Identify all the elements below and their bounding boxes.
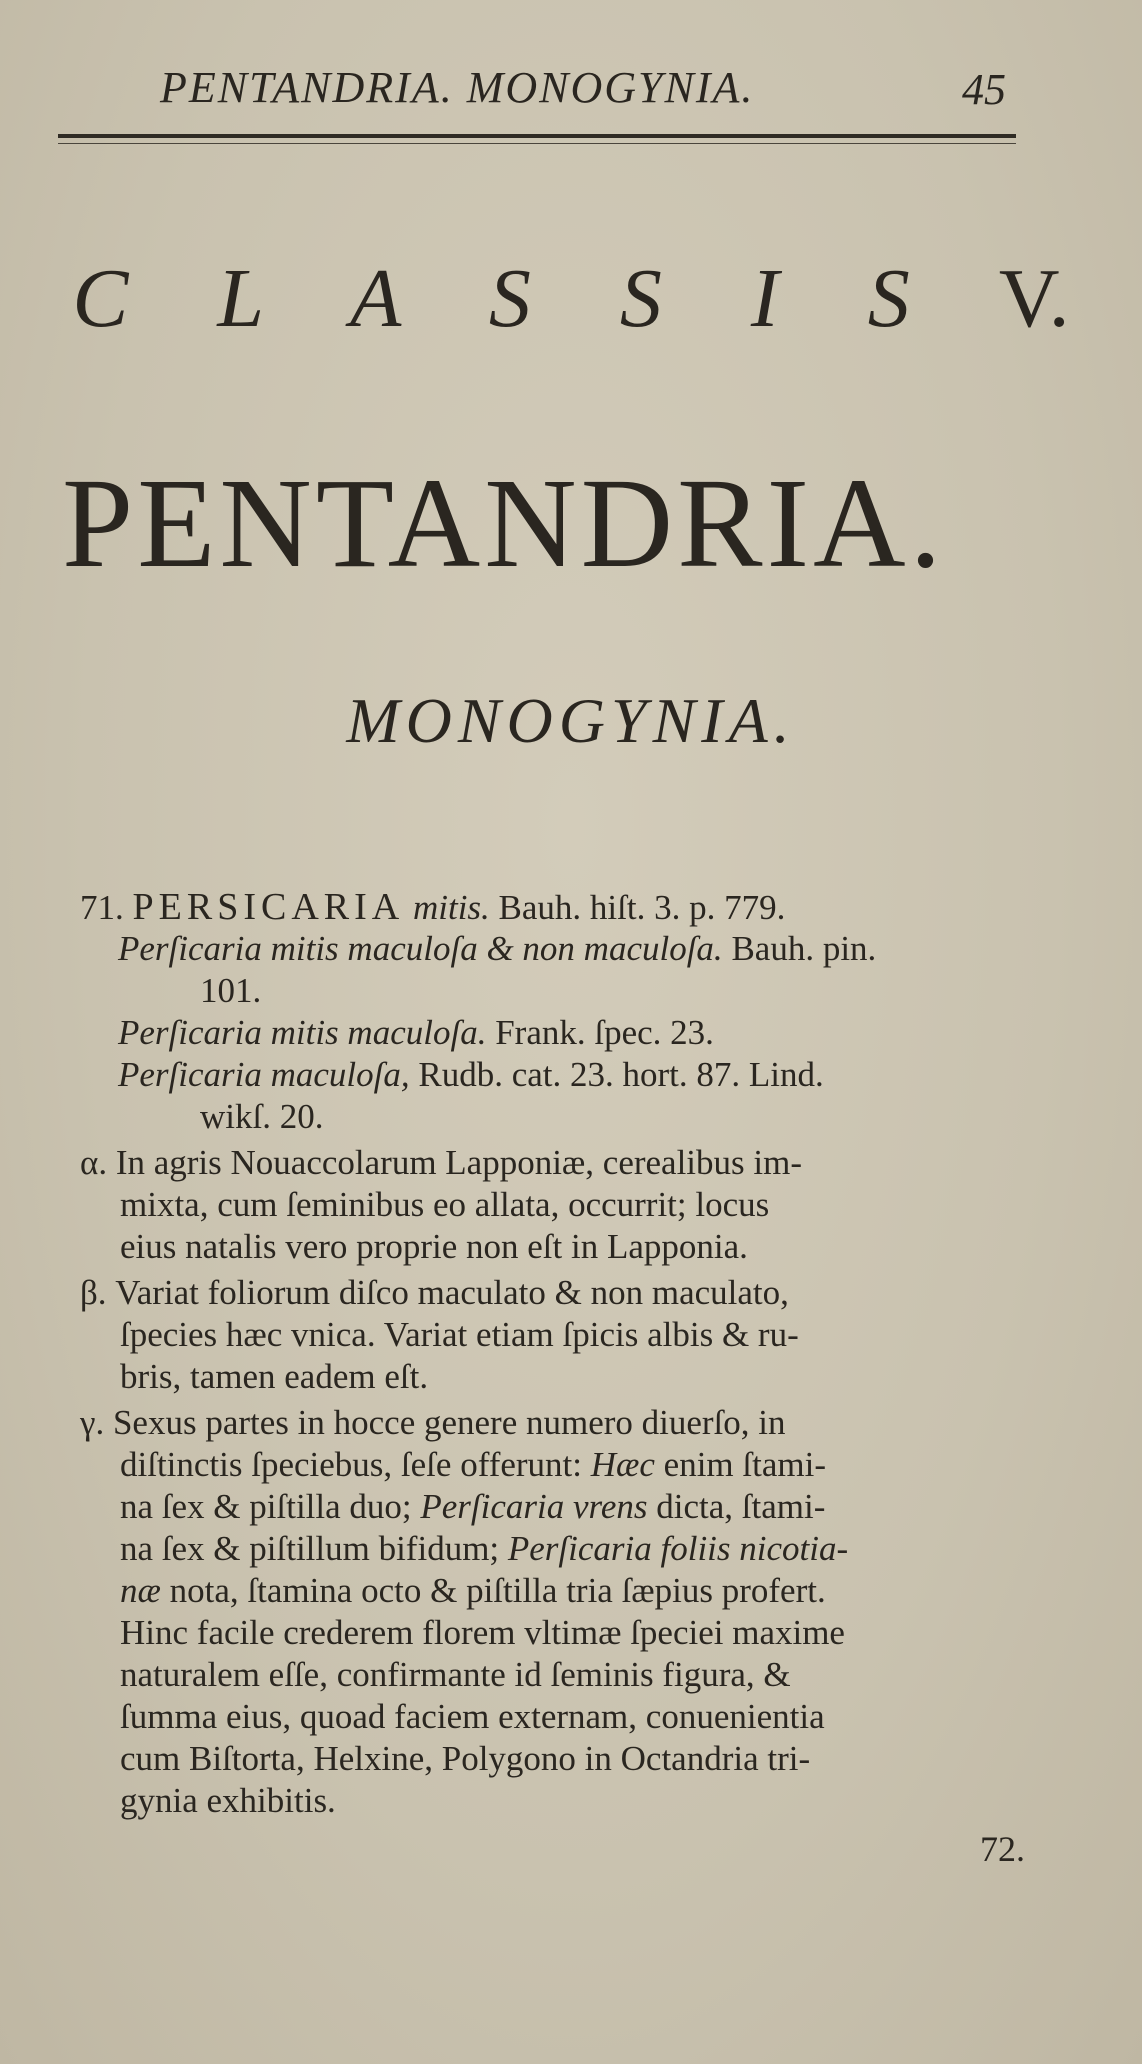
text-line (118, 1012, 714, 1054)
text-segment: mixta, cum ſeminibus eo allata, occurrit; locus (120, 1185, 770, 1224)
text-line (120, 1696, 825, 1738)
text-segment: Frank. ſpec. 23. (486, 1013, 714, 1052)
text-segment: 71. (80, 888, 133, 927)
text-segment: Perſicaria maculoſa, (118, 1055, 410, 1094)
text-line (120, 1444, 826, 1486)
classis-numeral: V. (998, 252, 1070, 345)
text-line (120, 1226, 748, 1268)
text-line (80, 1272, 789, 1314)
text-segment: ſumma eius, quoad faciem externam, conuenientia (120, 1697, 825, 1736)
text-line (120, 1654, 791, 1696)
text-segment: Bauh. pin. (722, 929, 877, 968)
text-segment: eius natalis vero proprie non eſt in Lapponia. (120, 1227, 748, 1266)
text-segment: nota, ſtamina octo & piſtilla tria ſæpius profert. (160, 1571, 826, 1610)
classis-label: C L A S S I S (72, 252, 944, 345)
text-segment: naturalem eſſe, confirmante id ſeminis figura, & (120, 1655, 791, 1694)
text-segment: Perſicaria mitis maculoſa. (118, 1013, 487, 1052)
text-line (120, 1314, 799, 1356)
text-segment: næ (120, 1571, 161, 1610)
text-segment: Rudb. cat. 23. hort. 87. Lind. (409, 1055, 824, 1094)
page-number: 45 (962, 65, 1006, 114)
text-segment: mitis. (404, 888, 490, 927)
text-segment: β. Variat foliorum diſco maculato & non maculato, (80, 1273, 789, 1312)
text-segment: 101. (200, 971, 262, 1010)
text-segment: Hinc facile crederem florem vltimæ ſpeciei maxime (120, 1613, 845, 1652)
text-line (80, 1142, 802, 1184)
text-segment: ſpecies hæc vnica. Variat etiam ſpicis albis & ru- (120, 1315, 799, 1354)
class-title: PENTANDRIA. (62, 452, 946, 594)
text-segment: gynia exhibitis. (120, 1781, 336, 1820)
text-line (120, 1612, 845, 1654)
text-segment: diſtinctis ſpeciebus, ſeſe offerunt: (120, 1445, 591, 1484)
text-line (120, 1780, 336, 1822)
order-title: MONOGYNIA. (346, 685, 796, 756)
text-line (118, 1054, 824, 1096)
text-segment: bris, tamen eadem eſt. (120, 1357, 429, 1396)
text-segment: enim ſtami- (654, 1445, 826, 1484)
text-line (120, 1486, 825, 1528)
text-segment: γ. Sexus partes in hocce genere numero diuerſo, in (80, 1403, 786, 1442)
text-line (118, 928, 876, 970)
text-segment: wikſ. 20. (200, 1097, 324, 1136)
running-title: PENTANDRIA. MONOGYNIA. (160, 63, 755, 112)
text-line (120, 1184, 769, 1226)
text-segment: Hæc (590, 1445, 655, 1484)
text-line (120, 1738, 810, 1780)
text-segment: na ſex & piſtilla duo; (120, 1487, 421, 1526)
text-segment: na ſex & piſtillum bifidum; (120, 1529, 508, 1568)
text-line (200, 970, 261, 1012)
text-line (120, 1356, 428, 1398)
catchword: 72. (980, 1829, 1025, 1869)
text-segment: Perſicaria foliis nicotia- (507, 1529, 849, 1568)
text-line (200, 1096, 323, 1138)
text-segment: Bauh. hiſt. 3. p. 779. (489, 888, 786, 927)
text-segment: Perſicaria mitis maculoſa & non maculoſa. (118, 929, 723, 968)
text-line (120, 1570, 826, 1612)
text-line (80, 886, 785, 929)
text-segment: dicta, ſtami- (647, 1487, 826, 1526)
text-segment: α. In agris Nouaccolarum Lapponiæ, cerealibus im- (80, 1143, 802, 1182)
text-segment: Perſicaria vrens (420, 1487, 648, 1526)
text-segment: PERSICARIA (132, 886, 405, 928)
text-segment: cum Biſtorta, Helxine, Polygono in Octandria tri- (120, 1739, 811, 1778)
text-line (120, 1528, 848, 1570)
text-line (80, 1402, 786, 1444)
